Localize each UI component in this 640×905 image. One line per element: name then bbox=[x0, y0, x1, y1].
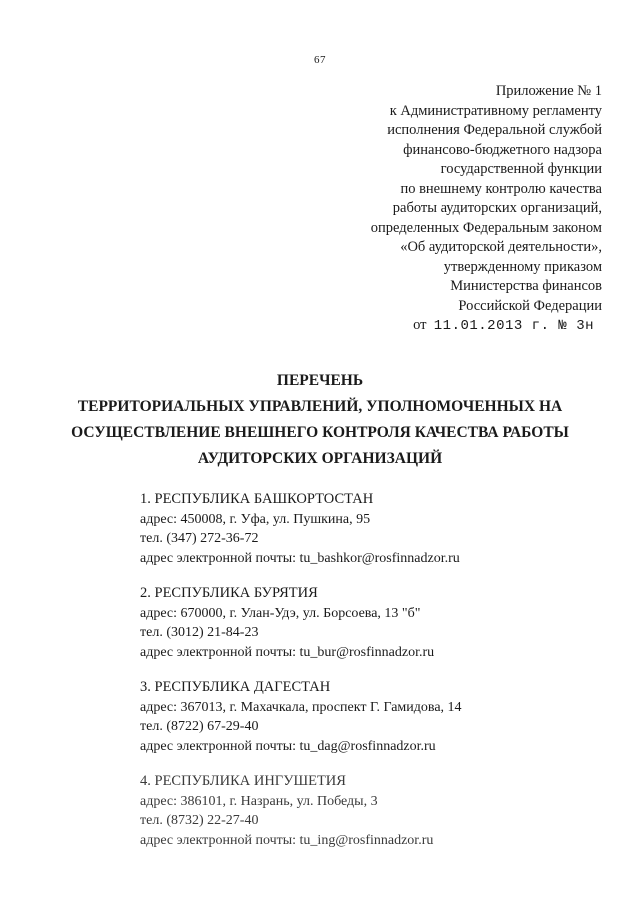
office-address: адрес: 367013, г. Махачкала, проспект Г. Гамидова, 14 bbox=[140, 699, 462, 715]
order-date-prefix: от bbox=[413, 317, 427, 333]
office-list bbox=[140, 490, 610, 866]
office-email: адрес электронной почты: tu_dag@rosfinnadzor.ru bbox=[140, 738, 436, 754]
office-entry bbox=[140, 772, 610, 850]
office-entry bbox=[140, 584, 610, 662]
office-entry bbox=[140, 678, 610, 756]
office-phone: тел. (3012) 21-84-23 bbox=[140, 625, 259, 640]
appendix-line: Российской Федерации bbox=[458, 297, 602, 314]
office-email: адрес электронной почты: tu_bur@rosfinnadzor.ru bbox=[140, 644, 435, 660]
order-date-value: 11.01.2013 г. № 3н bbox=[433, 318, 594, 334]
appendix-line: государственной функции bbox=[440, 161, 602, 177]
appendix-line: финансово-бюджетного надзора bbox=[403, 141, 602, 158]
appendix-line: утвержденному приказом bbox=[443, 258, 602, 275]
appendix-line: работы аудиторских организаций, bbox=[392, 200, 602, 216]
office-heading: 1. РЕСПУБЛИКА БАШКОРТОСТАН bbox=[140, 491, 374, 507]
office-entry bbox=[140, 490, 610, 568]
title-line: АУДИТОРСКИХ ОРГАНИЗАЦИЙ bbox=[197, 450, 443, 467]
office-heading: 4. РЕСПУБЛИКА ИНГУШЕТИЯ bbox=[140, 773, 346, 789]
page-number: 67 bbox=[314, 54, 326, 66]
office-address: адрес: 450008, г. Уфа, ул. Пушкина, 95 bbox=[140, 511, 371, 527]
office-heading: 3. РЕСПУБЛИКА ДАГЕСТАН bbox=[140, 679, 331, 695]
appendix-line: определенных Федеральным законом bbox=[370, 219, 602, 236]
office-phone: тел. (8722) 67-29-40 bbox=[140, 719, 259, 734]
office-heading: 2. РЕСПУБЛИКА БУРЯТИЯ bbox=[140, 585, 318, 601]
office-phone: тел. (8732) 22-27-40 bbox=[140, 813, 259, 828]
appendix-block bbox=[302, 82, 602, 337]
appendix-line: к Административному регламенту bbox=[389, 102, 602, 119]
appendix-line: исполнения Федеральной службой bbox=[387, 122, 602, 138]
title-line: ОСУЩЕСТВЛЕНИЕ ВНЕШНЕГО КОНТРОЛЯ КАЧЕСТВА РАБОТЫ bbox=[71, 424, 569, 441]
appendix-line: Министерства финансов bbox=[450, 278, 602, 294]
document-title bbox=[0, 368, 640, 472]
office-phone: тел. (347) 272-36-72 bbox=[140, 531, 259, 546]
office-address: адрес: 670000, г. Улан-Удэ, ул. Борсоева, 13 "б" bbox=[140, 605, 421, 621]
title-line: ПЕРЕЧЕНЬ bbox=[276, 372, 364, 389]
office-address: адрес: 386101, г. Назрань, ул. Победы, 3 bbox=[140, 793, 378, 809]
appendix-line: по внешнему контролю качества bbox=[400, 180, 602, 197]
order-date-line bbox=[302, 316, 602, 337]
appendix-line: «Об аудиторской деятельности», bbox=[400, 239, 602, 255]
appendix-line: Приложение № 1 bbox=[495, 83, 602, 99]
office-email: адрес электронной почты: tu_ing@rosfinnadzor.ru bbox=[140, 832, 434, 848]
office-email: адрес электронной почты: tu_bashkor@rosfinnadzor.ru bbox=[140, 550, 460, 566]
title-line: ТЕРРИТОРИАЛЬНЫХ УПРАВЛЕНИЙ, УПОЛНОМОЧЕННЫХ НА bbox=[77, 398, 563, 415]
